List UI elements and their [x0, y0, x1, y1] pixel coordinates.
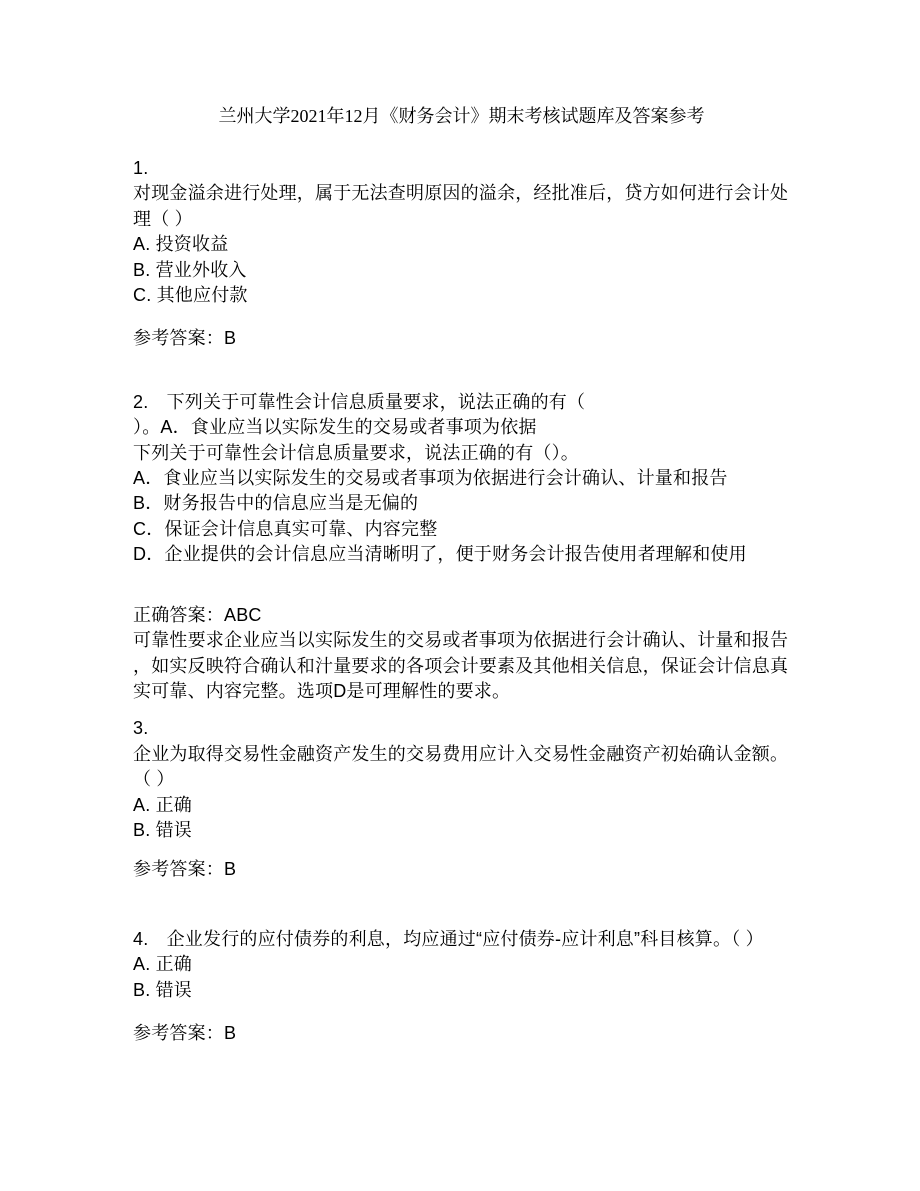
answer-4-block [133, 1021, 794, 1046]
question-2-block [133, 390, 794, 568]
text-line: 参考答案：B [133, 328, 237, 349]
text-line: B. 错误 [133, 979, 193, 1000]
text-line: 可靠性要求企业应当以实际发生的交易或者事项为依据进行会计确认、计量和报告 [133, 630, 789, 651]
answer-2-block [133, 603, 794, 705]
text-line: 理（ ） [133, 208, 193, 229]
text-line: 3. [133, 718, 149, 739]
answer-1-block [133, 326, 794, 351]
text-line: 对现金溢余进行处理，属于无法查明原因的溢余，经批准后，贷方如何进行会计处 [133, 183, 789, 204]
text-line: 参考答案：B [133, 859, 237, 880]
text-line: 2. 下列关于可靠性会计信息质量要求，说法正确的有（ [133, 391, 586, 412]
text-line: 企业为取得交易性金融资产发生的交易费用应计入交易性金融资产初始确认金额。 [133, 743, 789, 764]
text-line: 正确答案：ABC [133, 604, 262, 625]
text-line: ，如实反映符合确认和汁量要求的各项会计要素及其他相关信息，保证会计信息真 [133, 655, 789, 676]
text-line: 下列关于可靠性会计信息质量要求，说法正确的有（）。 [133, 442, 579, 463]
question-4-block [133, 927, 794, 1003]
text-line: A. 正确 [133, 954, 193, 975]
page-title: 兰州大学2021年12月《财务会计》期末考核试题库及答案参考 [218, 106, 705, 126]
text-line: C. 其他应付款 [133, 285, 248, 306]
text-line: C．保证会计信息真实可靠、内容完整 [133, 518, 438, 539]
question-1-block [133, 156, 794, 308]
question-3-block [133, 716, 794, 843]
document-content [133, 156, 794, 1046]
text-line: （ ） [133, 769, 175, 790]
text-line: A．食业应当以实际发生的交易或者事项为依据进行会计确认、计量和报告 [133, 468, 728, 489]
text-line: 1. [133, 158, 149, 178]
answer-3-block [133, 857, 794, 882]
text-line: ）。A．食业应当以实际发生的交易或者事项为依据 [133, 417, 537, 438]
text-line: A. 正确 [133, 794, 193, 815]
text-line: B. 错误 [133, 819, 193, 840]
text-line: 实可靠、内容完整。选项D是可理解性的要求。 [133, 680, 511, 701]
text-line: D．企业提供的会计信息应当清晰明了，便于财务会计报告使用者理解和使用 [133, 544, 747, 565]
text-line: 4. 企业发行的应付债券的利息，均应通过“应付债券-应计利息”科目核算。（ ） [133, 928, 764, 949]
text-line: B. 营业外收入 [133, 259, 247, 280]
text-line: B．财务报告中的信息应当是无偏的 [133, 493, 419, 514]
text-line: A. 投资收益 [133, 234, 229, 255]
text-line: 参考答案：B [133, 1022, 237, 1043]
